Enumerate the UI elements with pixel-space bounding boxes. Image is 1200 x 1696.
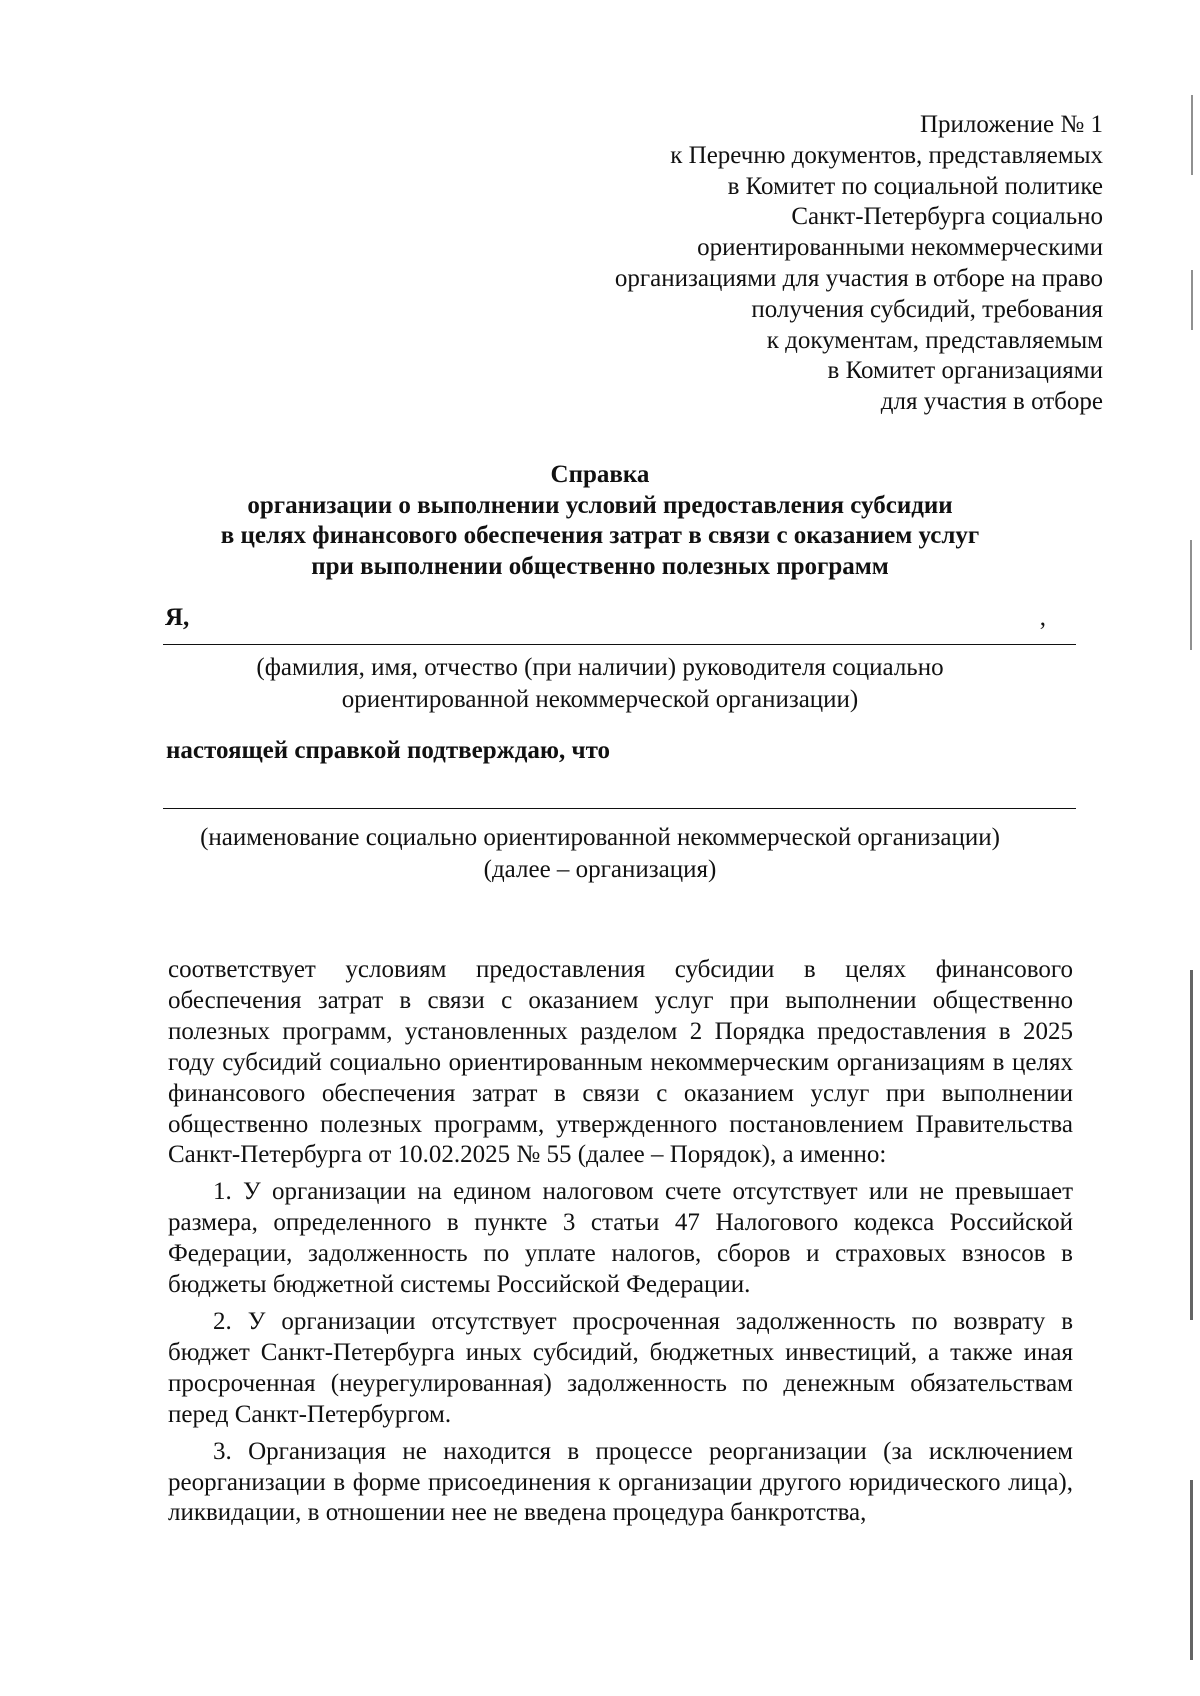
body-item-1: 1. У организации на едином налоговом счете отсутствует или не превышает размера, определенного в пункте 3 статьи 47 Налогового кодекса Российской Федерации, задолженность по уплате налогов, сборов и страховых взносов в бюджеты бюджетной системы Российской Федерации.	[168, 1178, 1073, 1299]
body-item-2: 2. У организации отсутствует просроченная задолженность по возврату в бюджет Санкт-Петербурга иных субсидий, бюджетных инвестиций, а также иная просроченная (неурегулированная) задолженность по денежным обязательствам перед Санкт-Петербургом.	[168, 1307, 1073, 1428]
appendix-line: ориентированными некоммерческими	[697, 234, 1103, 262]
caption-line: (далее – организация)	[483, 856, 717, 883]
scan-margin-mark	[1190, 540, 1192, 650]
scan-margin-mark	[1191, 270, 1193, 330]
caption-line: (наименование социально ориентированной некоммерческой организации)	[200, 824, 1000, 851]
title-line: при выполнении общественно полезных программ	[311, 552, 889, 580]
appendix-line: Приложение № 1	[919, 111, 1103, 138]
scan-margin-mark	[1191, 95, 1193, 175]
appendix-line: в Комитет организациями	[827, 357, 1103, 385]
org-name-field-line	[163, 808, 1076, 809]
appendix-line: получения субсидий, требования	[751, 295, 1103, 323]
fio-suffix: ,	[1039, 604, 1046, 631]
appendix-line: к документам, представляемым	[766, 326, 1103, 354]
scan-margin-mark	[1190, 1480, 1193, 1660]
org-caption	[0, 822, 1200, 886]
appendix-line: Санкт-Петербурга социально	[791, 203, 1103, 231]
caption-line: ориентированной некоммерческой организации)	[341, 686, 859, 713]
fio-field-line	[163, 604, 1076, 645]
appendix-header	[615, 110, 1103, 418]
title-line: в целях финансового обеспечения затрат в связи с оказанием услуг	[220, 522, 980, 549]
document-title	[0, 460, 1200, 582]
scan-margin-mark	[1190, 970, 1193, 1320]
title-line: Справка	[550, 461, 650, 488]
body-text	[168, 955, 1073, 1529]
appendix-line: организациями для участия в отборе на право	[614, 264, 1103, 292]
fio-prefix: Я,	[165, 604, 190, 631]
caption-line: (фамилия, имя, отчество (при наличии) руководителя социально	[256, 654, 944, 681]
appendix-line: к Перечню документов, представляемых	[670, 141, 1103, 169]
appendix-line: в Комитет по социальной политике	[727, 172, 1103, 200]
body-intro: соответствует условиям предоставления субсидии в целях финансового обеспечения затрат в связи с оказанием услуг при выполнении общественно полезных программ, установленных разделом 2 Порядка предоставления в 2025 году субсидий социально ориентированным некоммерческим организациям в целях финансового обеспечения затрат в связи с оказанием услуг при выполнении общественно полезных программ, утвержденного постановлением Правительства Санкт-Петербурга от 10.02.2025 № 55 (далее – Порядок), а именно:	[168, 956, 1073, 1169]
title-line: организации о выполнении условий предоставления субсидии	[247, 491, 953, 519]
confirm-statement: настоящей справкой подтверждаю, что	[166, 737, 611, 764]
appendix-line: для участия в отборе	[880, 388, 1103, 416]
fio-caption	[0, 652, 1200, 716]
body-item-3: 3. Организация не находится в процессе реорганизации (за исключением реорганизации в форме присоединения к организации другого юридического лица), ликвидации, в отношении нее не введена процедура банкротства,	[168, 1437, 1073, 1527]
